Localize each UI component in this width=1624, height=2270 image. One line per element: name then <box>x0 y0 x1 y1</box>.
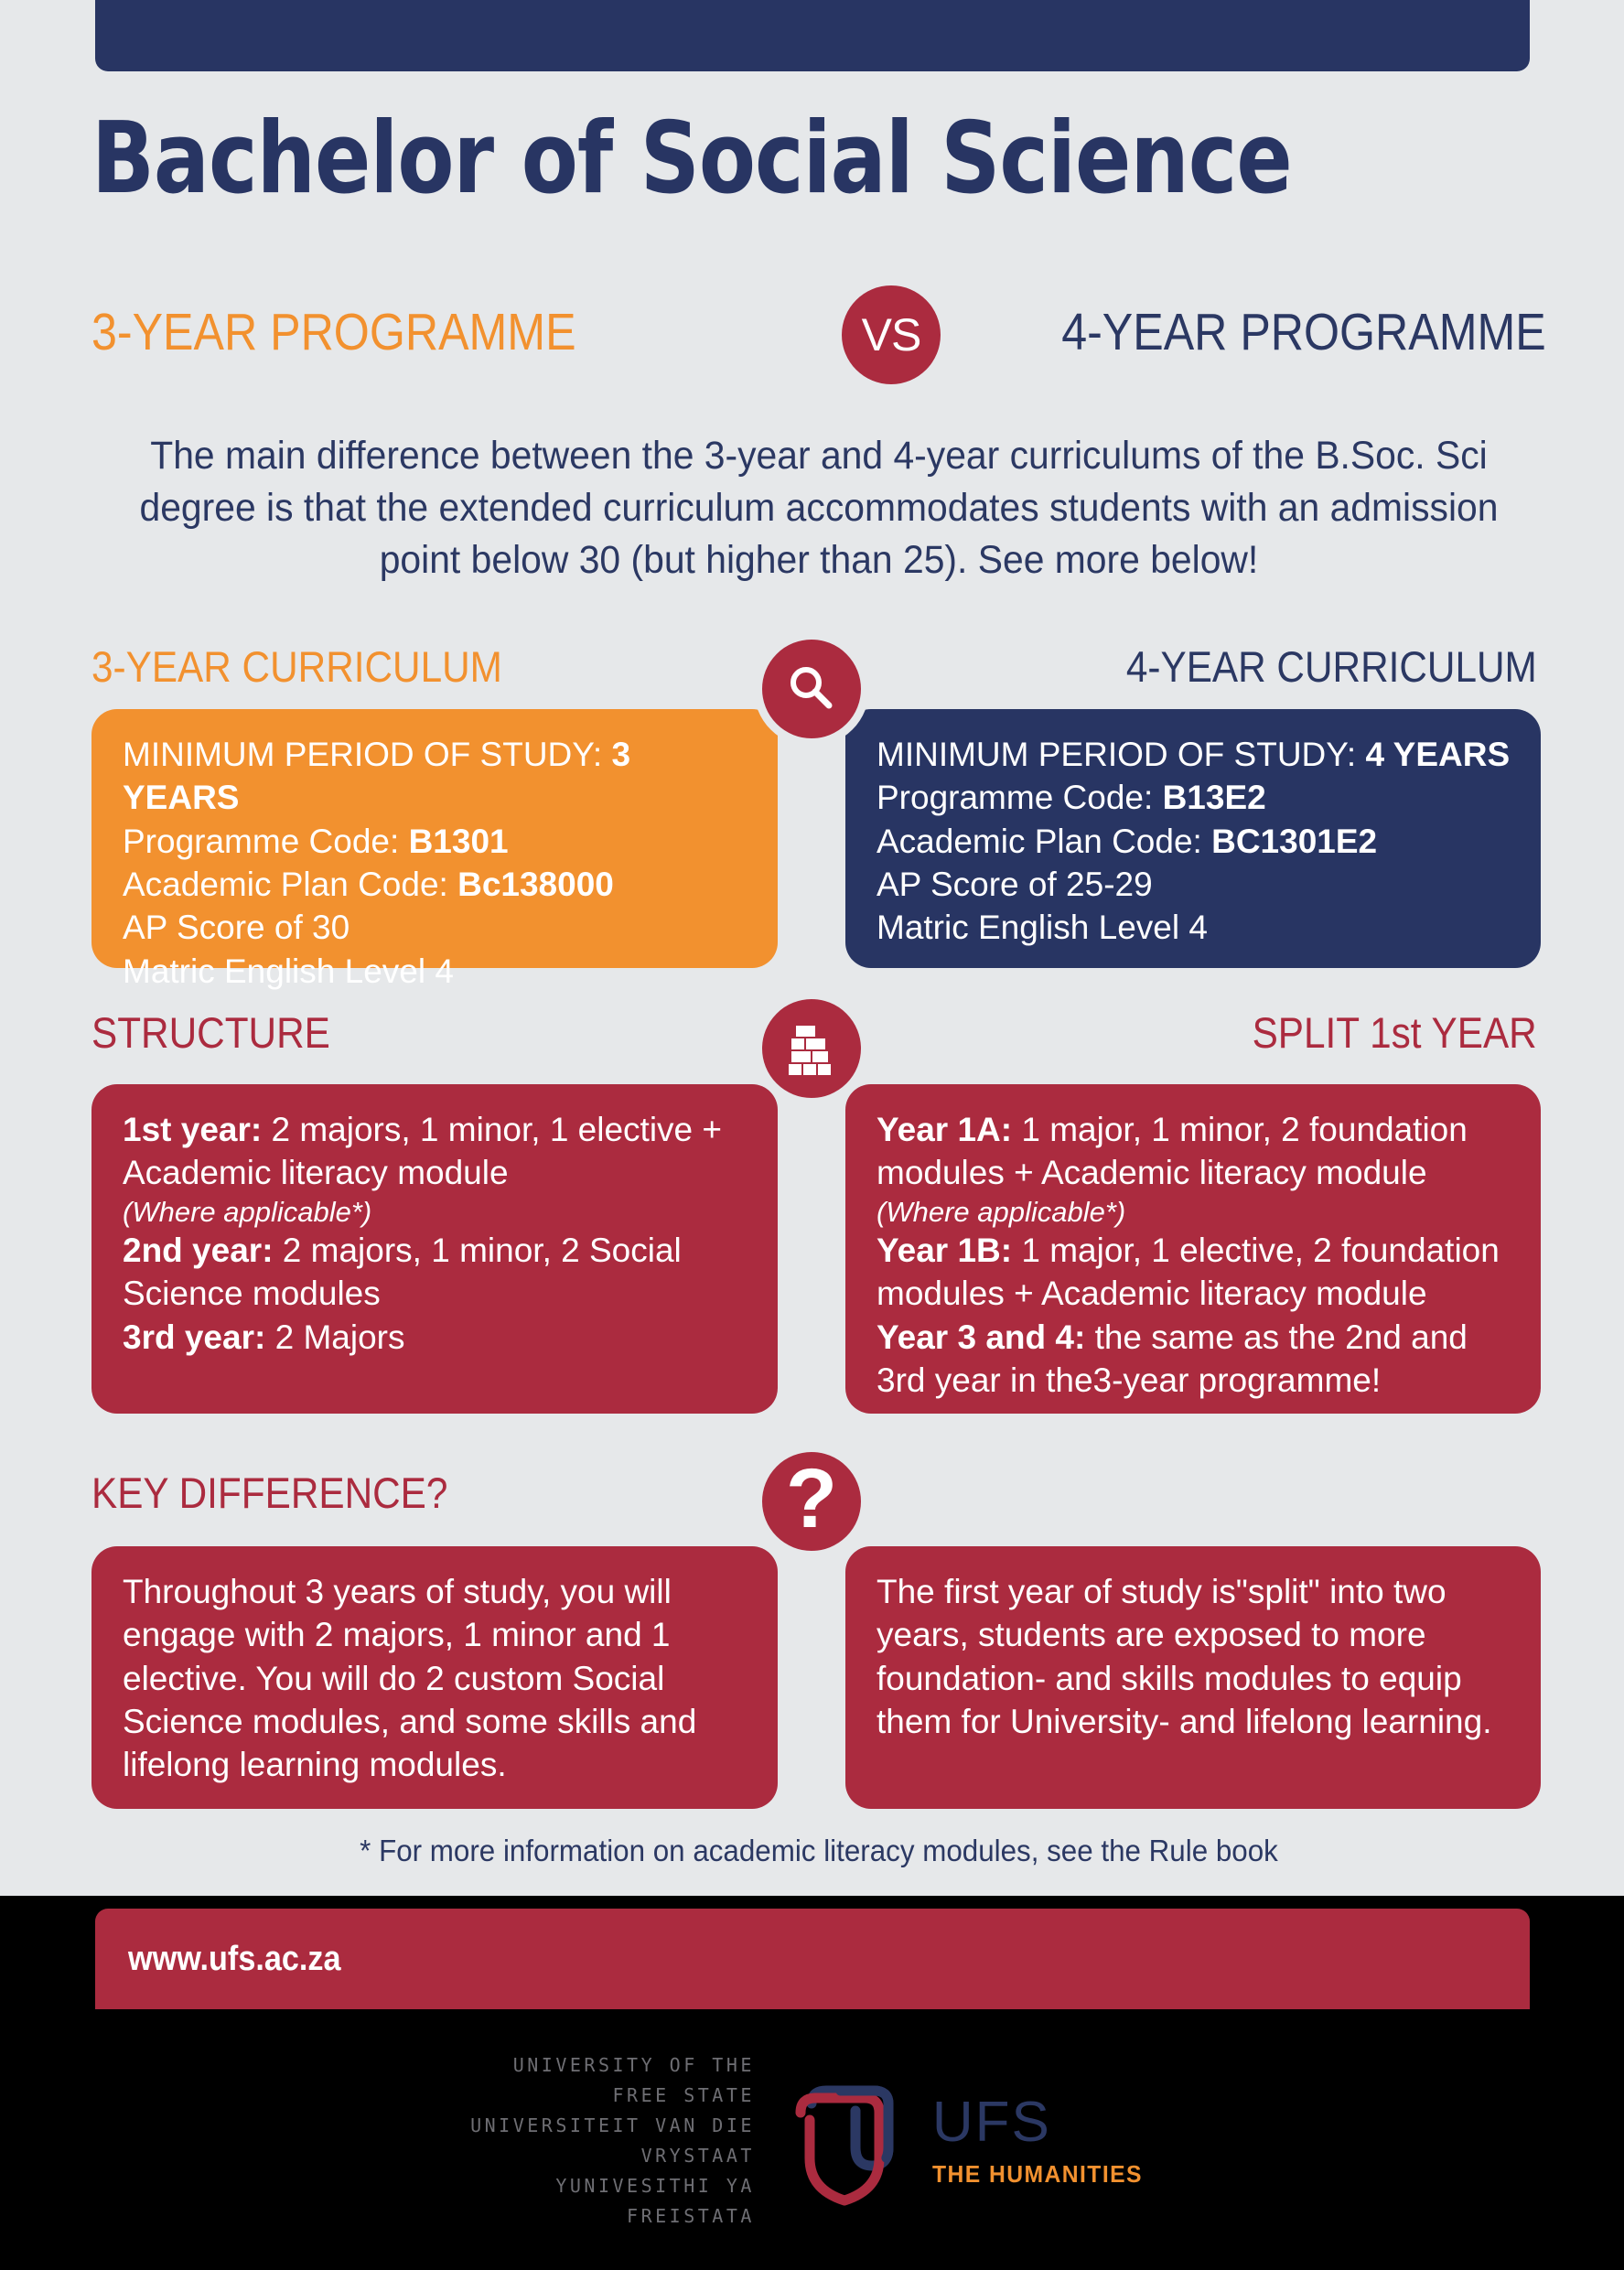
plan-code-line-4year: Academic Plan Code: BC1301E2 <box>877 822 1378 860</box>
where-applicable-note-right: (Where applicable*) <box>877 1195 1126 1228</box>
brick-wall-icon <box>754 991 869 1106</box>
footnote: * For more information on academic literacy modules, see the Rule book <box>360 1834 1278 1867</box>
key-difference-box-3year <box>91 1546 778 1809</box>
structure-box-4year <box>845 1084 1541 1414</box>
heading-4year-curriculum: 4-YEAR CURRICULUM <box>1126 642 1537 691</box>
ufs-faculty-label: THE HUMANITIES <box>931 2159 1143 2188</box>
logo-line-1: UNIVERSITY OF THE <box>512 2054 755 2076</box>
ufs-wordmark <box>931 2090 1154 2189</box>
structure-year1a-4year: Year 1A: 1 major, 1 minor, 2 foundation modules + Academic literacy module <box>877 1111 1468 1192</box>
heading-structure: STRUCTURE <box>91 1008 330 1057</box>
search-icon <box>754 631 869 747</box>
programme-code-line-4year: Programme Code: B13E2 <box>877 779 1266 817</box>
structure-box-3year <box>91 1084 778 1414</box>
structure-year1b-4year: Year 1B: 1 major, 1 elective, 2 foundation modules + Academic literacy module <box>877 1231 1500 1313</box>
key-difference-text-4year: The first year of study is"split" into two years, students are exposed to more foundation- and skills modules to equip them for University- and lifelong learning. <box>877 1573 1492 1741</box>
matric-3year: Matric English Level 4 <box>123 952 454 990</box>
heading-split-first-year: SPLIT 1st YEAR <box>1252 1008 1537 1057</box>
curriculum-box-4year <box>845 709 1541 968</box>
key-difference-text-3year: Throughout 3 years of study, you will engage with 2 majors, 1 minor and 1 elective. You will do 2 custom Social Science modules, and some skills and lifelong learning modules. <box>123 1573 697 1784</box>
structure-year34-4year: Year 3 and 4: the same as the 2nd and 3rd year in the3-year programme! <box>877 1318 1468 1399</box>
logo-line-2: FREE STATE <box>612 2084 755 2106</box>
key-difference-box-4year <box>845 1546 1541 1809</box>
question-mark-glyph: ? <box>785 1452 838 1545</box>
ap-score-4year: AP Score of 25-29 <box>877 866 1153 904</box>
min-period-line-3year: MINIMUM PERIOD OF STUDY: 3 YEARS <box>123 736 631 817</box>
website-url-bar[interactable] <box>95 1909 1530 2009</box>
ufs-logo-strip <box>0 2049 1624 2232</box>
curriculum-box-3year <box>91 709 778 990</box>
programme-label-4year: 4-YEAR PROGRAMME <box>1061 303 1546 361</box>
website-url[interactable]: www.ufs.ac.za <box>128 1939 341 1978</box>
programme-code-line-3year: Programme Code: B1301 <box>123 822 509 860</box>
logo-line-6: FREISTATA <box>627 2205 755 2227</box>
heading-3year-curriculum: 3-YEAR CURRICULUM <box>91 642 502 691</box>
ufs-acronym: UFS <box>931 2090 1051 2154</box>
plan-code-line-3year: Academic Plan Code: Bc138000 <box>123 866 614 904</box>
intro-paragraph: The main difference between the 3-year and 4-year curriculums of the B.Soc. Sci degree is that the extended curriculum accommodates students with an admission point below 30 (but higher than 25). See more below! <box>139 434 1499 582</box>
programme-comparison-row <box>91 293 1546 375</box>
structure-year1-3year: 1st year: 2 majors, 1 minor, 1 elective + Academic literacy module <box>123 1111 723 1192</box>
where-applicable-note-left: (Where applicable*) <box>123 1195 372 1228</box>
min-period-line-4year: MINIMUM PERIOD OF STUDY: 4 YEARS <box>877 736 1511 773</box>
logo-line-5: YUNIVESITHI YA <box>555 2175 755 2197</box>
vs-badge: VS <box>842 285 941 384</box>
question-mark-icon <box>754 1444 869 1559</box>
ufs-v-mark-icon <box>775 2071 912 2212</box>
matric-4year: Matric English Level 4 <box>877 909 1208 947</box>
structure-year2-3year: 2nd year: 2 majors, 1 minor, 2 Social Science modules <box>123 1231 682 1313</box>
top-navy-bar <box>95 0 1530 71</box>
structure-year3-3year: 3rd year: 2 Majors <box>123 1318 405 1356</box>
ap-score-3year: AP Score of 30 <box>123 909 350 947</box>
logo-line-3: UNIVERSITEIT VAN DIE <box>470 2114 755 2136</box>
logo-line-4: VRYSTAAT <box>640 2145 755 2167</box>
programme-label-3year: 3-YEAR PROGRAMME <box>91 303 576 361</box>
heading-key-difference: KEY DIFFERENCE? <box>91 1469 448 1517</box>
page-title: Bachelor of Social Science <box>91 102 1292 216</box>
university-name-block <box>470 2050 755 2232</box>
